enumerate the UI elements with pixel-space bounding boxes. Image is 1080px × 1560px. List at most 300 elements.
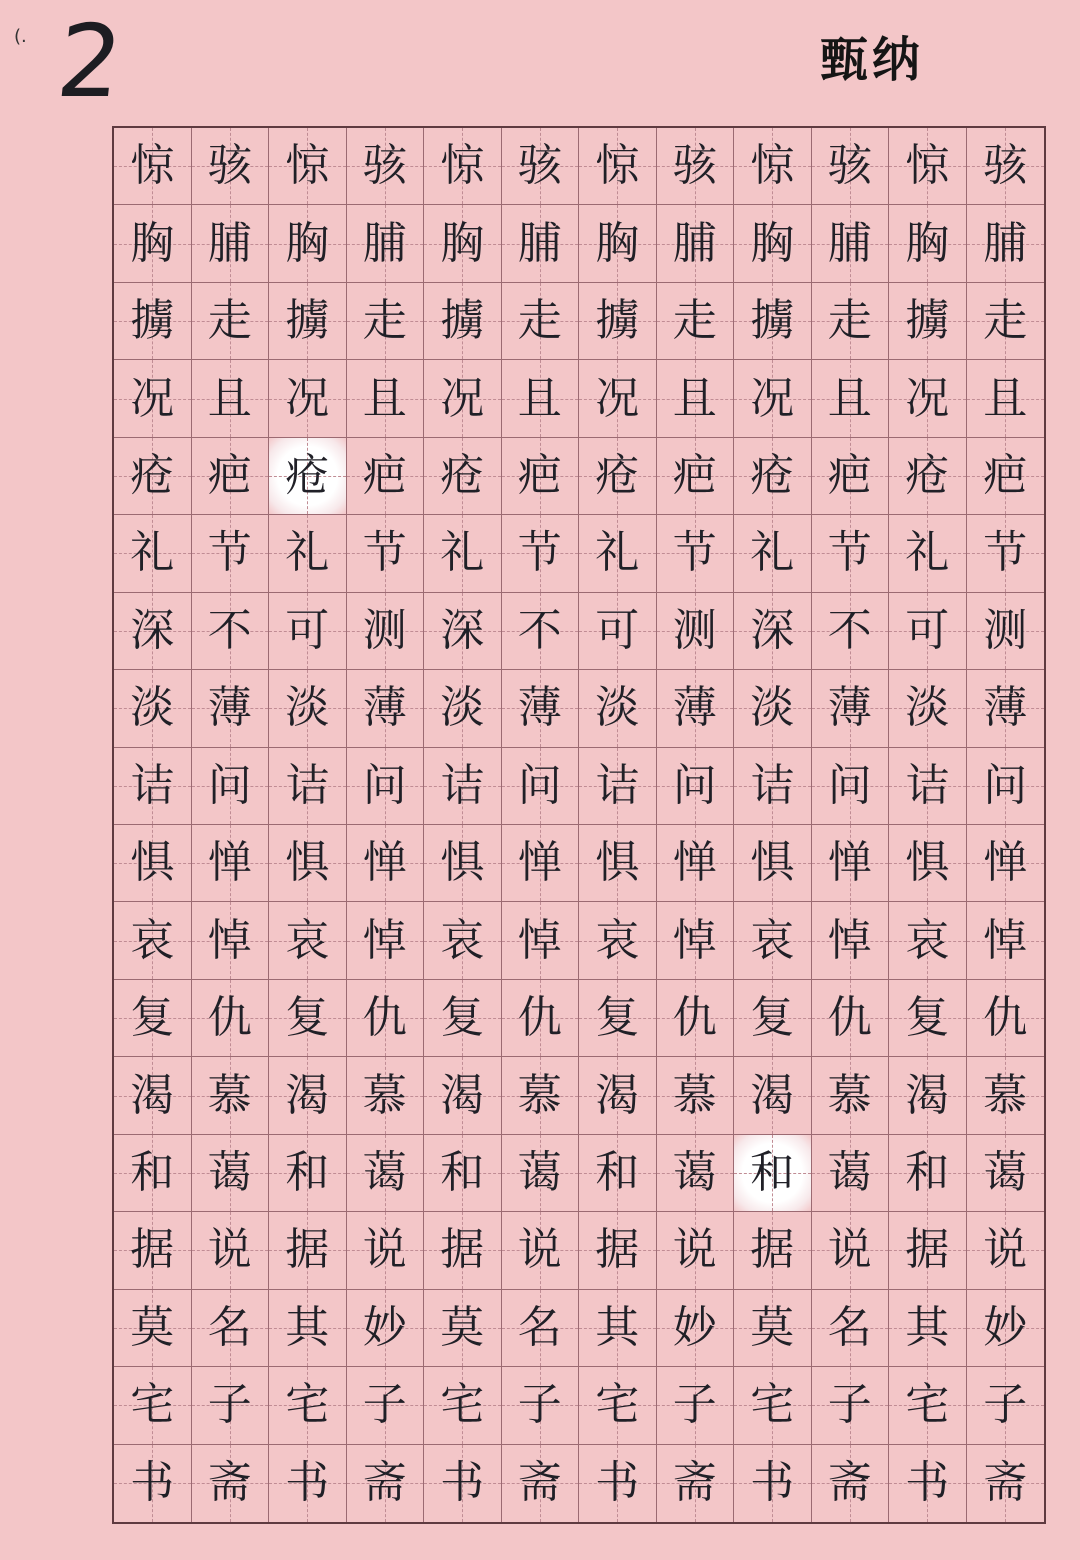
grid-cell — [424, 748, 502, 825]
grid-cell — [889, 205, 967, 282]
grid-cell — [657, 1057, 735, 1134]
handwritten-character: 蔼 — [983, 1146, 1028, 1198]
handwritten-character: 书 — [440, 1457, 485, 1509]
handwritten-character: 测 — [983, 604, 1028, 656]
grid-cell — [734, 670, 812, 747]
handwritten-character: 脯 — [207, 217, 252, 269]
handwritten-character: 悼 — [827, 914, 872, 966]
grid-cell — [657, 438, 735, 515]
grid-cell — [269, 205, 347, 282]
handwritten-character: 且 — [827, 372, 872, 424]
handwritten-character: 复 — [750, 992, 795, 1044]
handwritten-character: 仇 — [672, 992, 717, 1044]
grid-cell — [812, 1135, 890, 1212]
handwritten-character: 惮 — [672, 837, 717, 889]
handwritten-character: 擄 — [285, 295, 330, 347]
handwritten-character: 子 — [517, 1379, 562, 1431]
grid-cell — [424, 902, 502, 979]
handwritten-character: 况 — [595, 372, 640, 424]
handwritten-character: 莫 — [130, 1301, 175, 1353]
handwritten-character: 擄 — [750, 295, 795, 347]
grid-cell — [967, 1290, 1045, 1367]
practice-grid — [112, 126, 1046, 1524]
grid-cell — [114, 438, 192, 515]
handwritten-character: 悼 — [672, 914, 717, 966]
grid-cell — [967, 128, 1045, 205]
grid-cell — [657, 1212, 735, 1289]
handwritten-character: 擄 — [440, 295, 485, 347]
handwritten-character: 哀 — [285, 914, 330, 966]
grid-cell — [192, 128, 270, 205]
handwritten-character: 据 — [595, 1224, 640, 1276]
grid-cell — [269, 438, 347, 515]
grid-cell — [579, 128, 657, 205]
grid-cell — [889, 128, 967, 205]
grid-cell — [192, 283, 270, 360]
page-number: 2 — [51, 3, 128, 120]
grid-cell — [657, 1135, 735, 1212]
grid-cell — [889, 1212, 967, 1289]
grid-cell — [192, 438, 270, 515]
handwritten-character: 惧 — [905, 837, 950, 889]
handwritten-character: 子 — [207, 1379, 252, 1431]
handwritten-character: 疮 — [595, 449, 640, 501]
handwritten-character: 惊 — [595, 140, 640, 192]
handwritten-character: 据 — [130, 1224, 175, 1276]
grid-cell — [347, 980, 425, 1057]
grid-cell — [657, 748, 735, 825]
handwritten-character: 走 — [517, 295, 562, 347]
grid-cell — [579, 1445, 657, 1522]
handwritten-character: 慕 — [672, 1069, 717, 1121]
grid-cell — [967, 825, 1045, 902]
grid-cell — [269, 128, 347, 205]
grid-cell — [579, 1290, 657, 1367]
grid-cell — [347, 128, 425, 205]
handwritten-character: 斋 — [207, 1457, 252, 1509]
handwritten-character: 其 — [905, 1301, 950, 1353]
handwritten-character: 薄 — [827, 682, 872, 734]
grid-cell — [734, 902, 812, 979]
handwritten-character: 擄 — [130, 295, 175, 347]
handwritten-character: 胸 — [905, 217, 950, 269]
grid-cell — [424, 593, 502, 670]
handwritten-character: 和 — [595, 1146, 640, 1198]
grid-cell — [734, 1212, 812, 1289]
grid-cell — [269, 515, 347, 592]
handwritten-character: 惧 — [750, 837, 795, 889]
grid-cell — [114, 1290, 192, 1367]
grid-cell — [269, 670, 347, 747]
grid-cell — [734, 748, 812, 825]
handwritten-character: 莫 — [440, 1301, 485, 1353]
handwritten-character: 淡 — [905, 682, 950, 734]
grid-cell — [967, 1445, 1045, 1522]
grid-cell — [812, 670, 890, 747]
grid-cell — [657, 1445, 735, 1522]
handwritten-character: 疮 — [285, 449, 330, 501]
grid-cell — [657, 1367, 735, 1444]
grid-cell — [424, 1212, 502, 1289]
handwritten-character: 说 — [827, 1224, 872, 1276]
handwritten-character: 节 — [983, 527, 1028, 579]
handwritten-character: 薄 — [207, 682, 252, 734]
handwritten-character: 骇 — [517, 140, 562, 192]
grid-cell — [657, 902, 735, 979]
handwritten-character: 问 — [517, 759, 562, 811]
grid-cell — [579, 1135, 657, 1212]
handwritten-character: 惊 — [285, 140, 330, 192]
handwritten-character: 脯 — [517, 217, 562, 269]
grid-cell — [192, 902, 270, 979]
grid-cell — [579, 593, 657, 670]
grid-cell — [192, 205, 270, 282]
grid-cell — [347, 1135, 425, 1212]
handwritten-character: 疤 — [207, 449, 252, 501]
handwritten-character: 惮 — [207, 837, 252, 889]
grid-cell — [114, 670, 192, 747]
grid-cell — [967, 1057, 1045, 1134]
grid-cell — [192, 1445, 270, 1522]
handwritten-character: 仇 — [983, 992, 1028, 1044]
handwritten-character: 疤 — [362, 449, 407, 501]
handwritten-character: 礼 — [905, 527, 950, 579]
grid-cell — [967, 1367, 1045, 1444]
grid-cell — [114, 128, 192, 205]
handwritten-character: 说 — [207, 1224, 252, 1276]
grid-cell — [579, 1212, 657, 1289]
handwritten-character: 骇 — [983, 140, 1028, 192]
handwritten-character: 礼 — [750, 527, 795, 579]
handwritten-character: 可 — [905, 604, 950, 656]
grid-cell — [657, 825, 735, 902]
handwritten-character: 子 — [827, 1379, 872, 1431]
grid-cell — [734, 360, 812, 437]
grid-cell — [424, 1057, 502, 1134]
handwritten-character: 斋 — [827, 1457, 872, 1509]
grid-cell — [579, 670, 657, 747]
handwritten-character: 淡 — [130, 682, 175, 734]
grid-cell — [114, 1212, 192, 1289]
handwritten-character: 节 — [362, 527, 407, 579]
handwritten-character: 蔼 — [672, 1146, 717, 1198]
handwritten-character: 诘 — [285, 759, 330, 811]
grid-cell — [734, 593, 812, 670]
handwritten-character: 节 — [827, 527, 872, 579]
handwritten-character: 宅 — [130, 1379, 175, 1431]
handwritten-character: 测 — [362, 604, 407, 656]
handwritten-character: 礼 — [595, 527, 640, 579]
grid-cell — [114, 1135, 192, 1212]
grid-cell — [579, 515, 657, 592]
grid-cell — [967, 438, 1045, 515]
grid-cell — [734, 283, 812, 360]
grid-cell — [269, 593, 347, 670]
grid-cell — [657, 670, 735, 747]
handwritten-character: 惊 — [440, 140, 485, 192]
grid-cell — [657, 205, 735, 282]
handwritten-character: 和 — [750, 1146, 795, 1198]
handwritten-character: 哀 — [905, 914, 950, 966]
grid-cell — [734, 515, 812, 592]
handwritten-character: 惧 — [595, 837, 640, 889]
grid-cell — [502, 980, 580, 1057]
handwritten-character: 说 — [983, 1224, 1028, 1276]
handwritten-character: 且 — [672, 372, 717, 424]
grid-cell — [347, 748, 425, 825]
handwritten-character: 子 — [983, 1379, 1028, 1431]
handwritten-character: 斋 — [983, 1457, 1028, 1509]
grid-cell — [579, 205, 657, 282]
handwritten-character: 仇 — [517, 992, 562, 1044]
handwritten-character: 名 — [827, 1301, 872, 1353]
handwritten-character: 薄 — [362, 682, 407, 734]
grid-cell — [114, 283, 192, 360]
grid-cell — [502, 1212, 580, 1289]
grid-cell — [889, 283, 967, 360]
grid-cell — [889, 670, 967, 747]
handwritten-character: 宅 — [440, 1379, 485, 1431]
grid-cell — [114, 205, 192, 282]
grid-cell — [889, 1057, 967, 1134]
handwritten-character: 哀 — [750, 914, 795, 966]
grid-cell — [347, 902, 425, 979]
grid-cell — [734, 438, 812, 515]
grid-cell — [734, 825, 812, 902]
handwritten-character: 胸 — [130, 217, 175, 269]
grid-cell — [579, 360, 657, 437]
handwritten-character: 胸 — [750, 217, 795, 269]
handwritten-character: 和 — [440, 1146, 485, 1198]
grid-cell — [424, 205, 502, 282]
grid-cell — [269, 1367, 347, 1444]
grid-cell — [192, 1290, 270, 1367]
grid-cell — [114, 515, 192, 592]
grid-cell — [889, 593, 967, 670]
grid-cell — [967, 1135, 1045, 1212]
handwritten-character: 说 — [672, 1224, 717, 1276]
handwritten-character: 书 — [750, 1457, 795, 1509]
grid-cell — [502, 1057, 580, 1134]
handwritten-character: 且 — [983, 372, 1028, 424]
handwritten-character: 淡 — [285, 682, 330, 734]
grid-cell — [812, 1212, 890, 1289]
handwritten-character: 骇 — [362, 140, 407, 192]
handwritten-character: 问 — [207, 759, 252, 811]
grid-cell — [114, 1367, 192, 1444]
handwritten-character: 惊 — [750, 140, 795, 192]
grid-cell — [502, 902, 580, 979]
grid-cell — [812, 438, 890, 515]
handwritten-character: 不 — [207, 604, 252, 656]
handwritten-character: 骇 — [207, 140, 252, 192]
handwritten-character: 不 — [517, 604, 562, 656]
grid-cell — [269, 1057, 347, 1134]
handwritten-character: 走 — [207, 295, 252, 347]
handwritten-character: 问 — [827, 759, 872, 811]
grid-cell — [967, 515, 1045, 592]
grid-cell — [424, 283, 502, 360]
handwritten-character: 渴 — [440, 1069, 485, 1121]
handwritten-character: 淡 — [595, 682, 640, 734]
grid-cell — [114, 980, 192, 1057]
grid-cell — [579, 748, 657, 825]
grid-cell — [889, 825, 967, 902]
grid-cell — [424, 360, 502, 437]
grid-cell — [889, 1135, 967, 1212]
handwritten-character: 薄 — [672, 682, 717, 734]
handwritten-character: 书 — [905, 1457, 950, 1509]
grid-cell — [657, 593, 735, 670]
grid-cell — [889, 1367, 967, 1444]
grid-cell — [192, 825, 270, 902]
grid-cell — [114, 1445, 192, 1522]
handwritten-character: 礼 — [285, 527, 330, 579]
handwritten-character: 疮 — [130, 449, 175, 501]
handwritten-character: 莫 — [750, 1301, 795, 1353]
handwritten-character: 况 — [905, 372, 950, 424]
grid-cell — [502, 360, 580, 437]
grid-cell — [967, 980, 1045, 1057]
handwritten-character: 脯 — [362, 217, 407, 269]
grid-cell — [269, 1135, 347, 1212]
grid-cell — [734, 128, 812, 205]
grid-cell — [192, 1057, 270, 1134]
corner-mark: (. — [14, 26, 27, 47]
handwritten-character: 疤 — [517, 449, 562, 501]
handwritten-character: 渴 — [750, 1069, 795, 1121]
grid-cell — [347, 283, 425, 360]
grid-cell — [812, 1057, 890, 1134]
grid-cell — [734, 980, 812, 1057]
grid-cell — [347, 593, 425, 670]
grid-cell — [657, 283, 735, 360]
grid-cell — [347, 1057, 425, 1134]
handwritten-character: 礼 — [440, 527, 485, 579]
handwritten-character: 复 — [285, 992, 330, 1044]
handwritten-character: 仇 — [362, 992, 407, 1044]
grid-cell — [967, 283, 1045, 360]
handwritten-character: 据 — [285, 1224, 330, 1276]
grid-cell — [347, 1212, 425, 1289]
grid-cell — [812, 1290, 890, 1367]
handwritten-character: 蔼 — [207, 1146, 252, 1198]
handwritten-character: 书 — [595, 1457, 640, 1509]
handwritten-character: 子 — [362, 1379, 407, 1431]
grid-cell — [579, 283, 657, 360]
grid-cell — [347, 1445, 425, 1522]
handwritten-character: 骇 — [827, 140, 872, 192]
grid-cell — [269, 1290, 347, 1367]
handwritten-character: 和 — [285, 1146, 330, 1198]
handwritten-character: 胸 — [285, 217, 330, 269]
grid-cell — [114, 1057, 192, 1134]
grid-cell — [889, 515, 967, 592]
grid-cell — [812, 980, 890, 1057]
grid-cell — [502, 1367, 580, 1444]
grid-cell — [192, 748, 270, 825]
grid-cell — [269, 1212, 347, 1289]
handwritten-character: 惧 — [130, 837, 175, 889]
handwritten-character: 礼 — [130, 527, 175, 579]
handwritten-character: 宅 — [750, 1379, 795, 1431]
handwritten-character: 惮 — [827, 837, 872, 889]
grid-cell — [734, 1290, 812, 1367]
grid-cell — [889, 360, 967, 437]
grid-cell — [347, 825, 425, 902]
handwritten-character: 宅 — [285, 1379, 330, 1431]
grid-cell — [812, 825, 890, 902]
handwritten-character: 和 — [130, 1146, 175, 1198]
handwritten-character: 复 — [905, 992, 950, 1044]
grid-cell — [812, 128, 890, 205]
handwritten-character: 脯 — [672, 217, 717, 269]
grid-cell — [579, 980, 657, 1057]
handwritten-character: 况 — [440, 372, 485, 424]
handwritten-character: 渴 — [905, 1069, 950, 1121]
handwritten-character: 哀 — [595, 914, 640, 966]
handwritten-character: 节 — [207, 527, 252, 579]
grid-cell — [424, 1445, 502, 1522]
handwritten-character: 斋 — [517, 1457, 562, 1509]
grid-cell — [502, 438, 580, 515]
handwritten-character: 深 — [130, 604, 175, 656]
handwritten-character: 问 — [362, 759, 407, 811]
grid-cell — [192, 1367, 270, 1444]
handwritten-character: 可 — [285, 604, 330, 656]
handwritten-character: 问 — [672, 759, 717, 811]
grid-cell — [502, 593, 580, 670]
grid-cell — [347, 205, 425, 282]
grid-cell — [812, 593, 890, 670]
grid-cell — [812, 283, 890, 360]
grid-cell — [657, 515, 735, 592]
handwritten-character: 走 — [672, 295, 717, 347]
grid-cell — [424, 1367, 502, 1444]
handwritten-character: 和 — [905, 1146, 950, 1198]
grid-cell — [424, 128, 502, 205]
handwritten-character: 据 — [750, 1224, 795, 1276]
grid-cell — [347, 670, 425, 747]
handwritten-character: 节 — [672, 527, 717, 579]
handwritten-character: 仇 — [207, 992, 252, 1044]
handwritten-character: 且 — [207, 372, 252, 424]
handwritten-character: 渴 — [130, 1069, 175, 1121]
grid-cell — [269, 980, 347, 1057]
handwritten-character: 妙 — [362, 1301, 407, 1353]
handwritten-character: 慕 — [983, 1069, 1028, 1121]
handwritten-character: 宅 — [905, 1379, 950, 1431]
handwritten-character: 说 — [362, 1224, 407, 1276]
grid-cell — [967, 593, 1045, 670]
grid-cell — [114, 748, 192, 825]
author-name: 甄纳 — [820, 32, 925, 88]
grid-cell — [192, 360, 270, 437]
grid-cell — [502, 128, 580, 205]
grid-cell — [269, 360, 347, 437]
grid-cell — [967, 902, 1045, 979]
handwritten-character: 惧 — [285, 837, 330, 889]
handwritten-character: 斋 — [672, 1457, 717, 1509]
grid-cell — [657, 128, 735, 205]
handwritten-character: 擄 — [905, 295, 950, 347]
grid-cell — [967, 205, 1045, 282]
grid-cell — [192, 593, 270, 670]
grid-cell — [579, 438, 657, 515]
grid-cell — [889, 1445, 967, 1522]
handwritten-character: 薄 — [983, 682, 1028, 734]
grid-cell — [579, 825, 657, 902]
